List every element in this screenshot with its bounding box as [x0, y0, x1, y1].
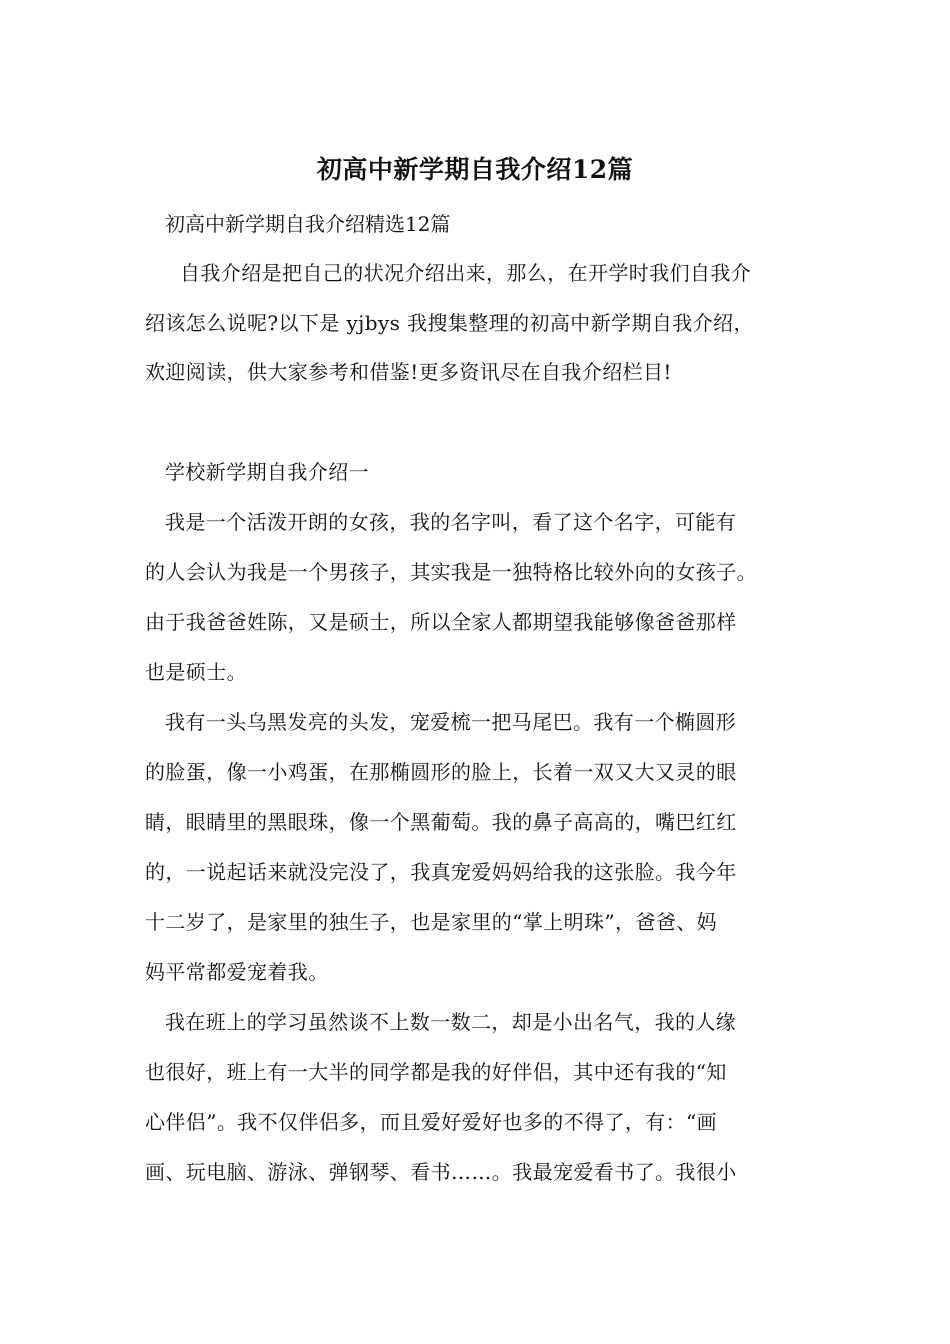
paragraph-line: 的，一说起话来就没完没了，我真宠爱妈妈给我的这张脸。我今年	[145, 860, 737, 884]
paragraph-line: 由于我爸爸姓陈，又是硕士，所以全家人都期望我能够像爸爸那样	[145, 610, 737, 634]
intro-line: 绍该怎么说呢?以下是 yjbys 我搜集整理的初高中新学期自我介绍，	[145, 311, 754, 335]
paragraph-line: 画、玩电脑、游泳、弹钢琴、看书……。我最宠爱看书了。我很小	[145, 1160, 737, 1184]
paragraph-line: 心伴侣”。我不仅伴侣多，而且爱好爱好也多的不得了，有：“画	[145, 1110, 718, 1134]
section-heading: 学校新学期自我介绍一	[165, 460, 369, 484]
paragraph-line: 的脸蛋，像一小鸡蛋，在那椭圆形的脸上，长着一双又大又灵的眼	[145, 760, 737, 784]
paragraph-line: 的人会认为我是一个男孩子，其实我是一独特格比较外向的女孩子。	[145, 560, 757, 584]
paragraph-line: 睛，眼睛里的黑眼珠，像一个黑葡萄。我的鼻子高高的，嘴巴红红	[145, 810, 737, 834]
paragraph-line: 我有一头乌黑发亮的头发，宠爱梳一把马尾巴。我有一个椭圆形	[165, 710, 737, 734]
document-subtitle: 初高中新学期自我介绍精选12篇	[165, 212, 451, 236]
paragraph-line: 我是一个活泼开朗的女孩，我的名字叫，看了这个名字，可能有	[165, 510, 737, 534]
paragraph-line: 妈平常都爱宠着我。	[145, 960, 329, 984]
paragraph-line: 十二岁了，是家里的独生子，也是家里的“掌上明珠”，爸爸、妈	[145, 910, 718, 934]
intro-line: 自我介绍是把自己的状况介绍出来，那么，在开学时我们自我介	[180, 261, 752, 285]
paragraph-line: 我在班上的学习虽然谈不上数一数二，却是小出名气，我的人缘	[165, 1010, 737, 1034]
paragraph-line: 也是硕士。	[145, 660, 247, 684]
document-title: 初高中新学期自我介绍12篇	[316, 155, 634, 184]
paragraph-line: 也很好，班上有一大半的同学都是我的好伴侣，其中还有我的“知	[145, 1060, 727, 1084]
intro-line: 欢迎阅读，供大家参考和借鉴!更多资讯尽在自我介绍栏目!	[145, 360, 672, 384]
